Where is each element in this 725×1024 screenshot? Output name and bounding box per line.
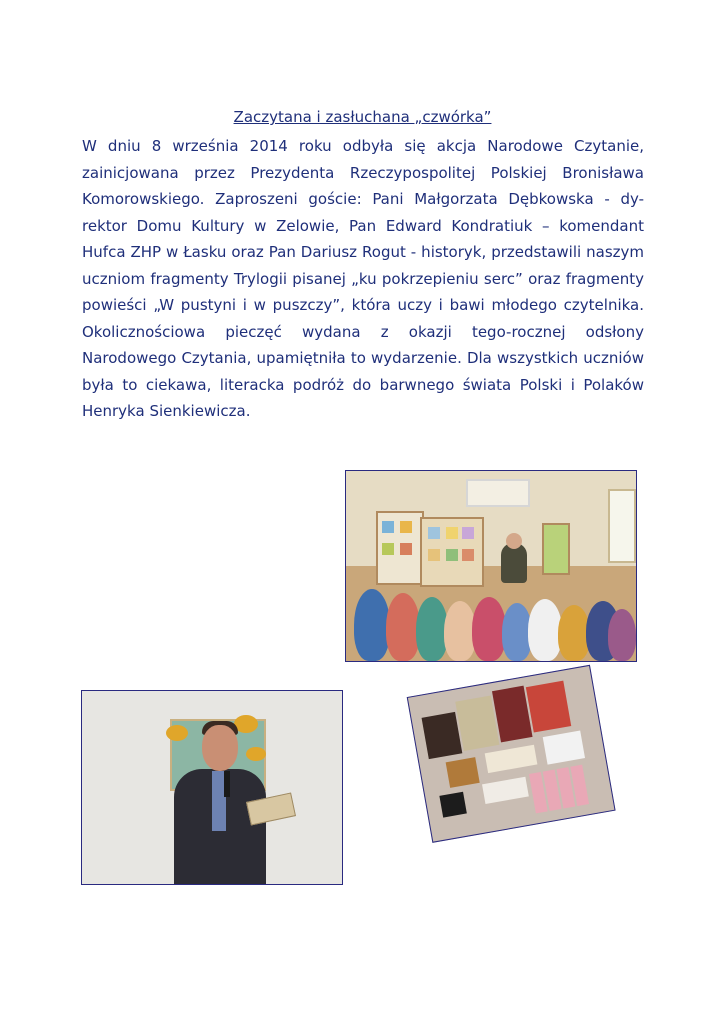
photo-window [608,489,636,563]
photo-speaker [81,690,343,885]
child-figure [528,599,562,661]
autumn-leaf [246,747,266,761]
child-figure [386,593,420,661]
stamp-box [439,792,466,818]
reader-head [506,533,522,549]
photo-books [407,665,616,843]
photo-books-wrapper [407,665,614,841]
article-body: W dniu 8 września 2014 roku odbyła się akcja Narodowe Czytanie, zainicjowana przez Prezydenta Rzeczypospolitej Polskiej Bronisława Komorowskiego. Zaproszeni goście: Pani Małgorzata Dębkowska - dy-rektor Domu Kultury w Zelowie, Pan Edward Kondratiuk – komendant Hufca ZHP w Łasku oraz Pan Dariusz Rogut - historyk, przedstawili naszym uczniom fragmenty Trylogii pisanej „ku pokrzepieniu serc” oraz fragmenty powieści „W pustyni i w puszczy”, która uczy i bawi młodego czytelnika. Okolicznościowa pieczęć wydana z okazji tego-rocznej odsłony Narodowego Czytania, upamiętniła to wydarzenie. Dla wszystkich uczniów była to ciekawa, literacka podróż do barwnego świata Polski i Polaków Henryka Sienkiewicza. [82,137,644,420]
drawing-tile [446,527,458,539]
reader-figure [501,543,527,583]
display-board [542,523,570,575]
drawing-tile [382,543,394,555]
drawing-tile [462,527,474,539]
book-cover [526,681,571,733]
book-cover [446,757,480,788]
drawing-tile [400,521,412,533]
speaker-head [202,725,238,771]
basketball-backboard [466,479,530,507]
drawing-tile [446,549,458,561]
photo-gym-reading [345,470,637,662]
microphone [224,771,230,797]
drawing-tile [382,521,394,533]
drawing-tile [400,543,412,555]
child-figure [354,589,390,661]
book-cover [422,712,463,759]
drawing-tile [428,527,440,539]
info-card [485,745,538,773]
drawing-tile [428,549,440,561]
child-figure [472,597,506,661]
book-cover [455,695,499,750]
info-card [543,730,585,764]
child-figure [608,609,636,661]
article-title: Zaczytana i zasłuchana „czwórka” [233,108,492,126]
info-card [482,777,529,804]
autumn-leaf [166,725,188,741]
drawing-tile [462,549,474,561]
